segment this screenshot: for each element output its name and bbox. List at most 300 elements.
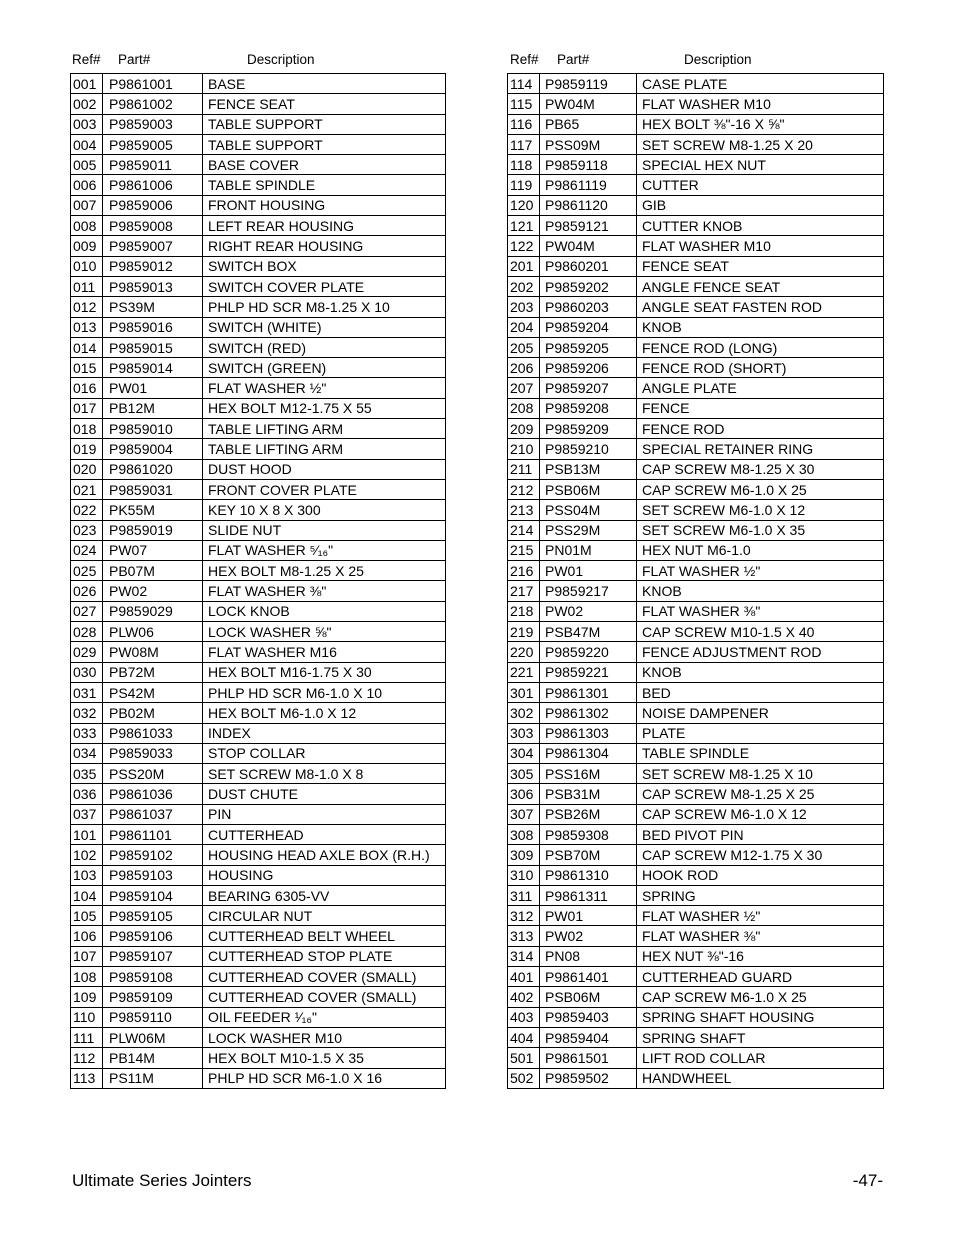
table-row [508, 419, 884, 439]
part-number: PW02 [103, 581, 203, 601]
part-number: P9861001 [103, 74, 203, 94]
ref-number: 036 [71, 784, 103, 804]
ref-number: 021 [71, 479, 103, 499]
part-description: BED PIVOT PIN [637, 824, 884, 844]
ref-number: 106 [71, 926, 103, 946]
ref-number: 111 [71, 1027, 103, 1047]
table-row [71, 662, 446, 682]
part-description: CIRCULAR NUT [203, 906, 446, 926]
part-description: OIL FEEDER ¹⁄₁₆" [203, 1007, 446, 1027]
part-number: PSB70M [540, 845, 637, 865]
table-row [508, 723, 884, 743]
ref-number: 501 [508, 1048, 540, 1068]
part-number: PSB13M [540, 459, 637, 479]
part-description: FLAT WASHER ⅜" [637, 926, 884, 946]
part-description: CUTTERHEAD COVER (SMALL) [203, 987, 446, 1007]
part-description: BEARING 6305-VV [203, 885, 446, 905]
table-row [508, 743, 884, 763]
part-description: FLAT WASHER ⅜" [203, 581, 446, 601]
ref-number: 314 [508, 946, 540, 966]
part-description: HOOK ROD [637, 865, 884, 885]
table-row [508, 276, 884, 296]
table-row [508, 1007, 884, 1027]
part-description: SPRING [637, 885, 884, 905]
table-row [508, 601, 884, 621]
ref-number: 022 [71, 500, 103, 520]
part-number: PSB31M [540, 784, 637, 804]
part-number: P9859029 [103, 601, 203, 621]
part-number: P9861310 [540, 865, 637, 885]
ref-number: 003 [71, 114, 103, 134]
part-number: P9859012 [103, 256, 203, 276]
part-number: P9861501 [540, 1048, 637, 1068]
part-number: P9859010 [103, 419, 203, 439]
ref-number: 204 [508, 317, 540, 337]
part-number: PB07M [103, 561, 203, 581]
part-description: LIFT ROD COLLAR [637, 1048, 884, 1068]
part-description: SPRING SHAFT [637, 1027, 884, 1047]
part-description: DUST HOOD [203, 459, 446, 479]
part-number: PSS16M [540, 764, 637, 784]
table-row [508, 682, 884, 702]
ref-number: 211 [508, 459, 540, 479]
table-row [71, 703, 446, 723]
table-row [71, 195, 446, 215]
part-number: PS11M [103, 1068, 203, 1088]
part-number: P9859209 [540, 419, 637, 439]
ref-number: 214 [508, 520, 540, 540]
ref-number: 119 [508, 175, 540, 195]
part-description: CAP SCREW M12-1.75 X 30 [637, 845, 884, 865]
part-number: P9861311 [540, 885, 637, 905]
part-number: P9859107 [103, 946, 203, 966]
part-number: PW07 [103, 540, 203, 560]
ref-number: 112 [71, 1048, 103, 1068]
part-header: Part# [557, 52, 590, 67]
table-row [71, 256, 446, 276]
table-row [71, 865, 446, 885]
part-description: CAP SCREW M8-1.25 X 30 [637, 459, 884, 479]
part-description: CAP SCREW M6-1.0 X 12 [637, 804, 884, 824]
table-row [71, 114, 446, 134]
part-number: P9859202 [540, 276, 637, 296]
ref-number: 105 [71, 906, 103, 926]
part-description: HEX BOLT M12-1.75 X 55 [203, 398, 446, 418]
part-number: PS39M [103, 297, 203, 317]
part-description: SPECIAL RETAINER RING [637, 439, 884, 459]
part-description: SWITCH (WHITE) [203, 317, 446, 337]
table-row [71, 459, 446, 479]
part-description: NOISE DAMPENER [637, 703, 884, 723]
part-number: P9859003 [103, 114, 203, 134]
ref-number: 018 [71, 419, 103, 439]
table-row [508, 865, 884, 885]
part-number: P9861119 [540, 175, 637, 195]
part-number: P9859006 [103, 195, 203, 215]
ref-header: Ref# [510, 52, 539, 67]
ref-number: 015 [71, 358, 103, 378]
table-row [508, 703, 884, 723]
table-row [71, 134, 446, 154]
ref-number: 304 [508, 743, 540, 763]
part-description: RIGHT REAR HOUSING [203, 236, 446, 256]
ref-number: 030 [71, 662, 103, 682]
part-description: FENCE ROD (SHORT) [637, 358, 884, 378]
part-number: P9859220 [540, 642, 637, 662]
table-row [71, 682, 446, 702]
document-title: Ultimate Series Jointers [72, 1171, 252, 1190]
part-number: P9859404 [540, 1027, 637, 1047]
table-row [508, 358, 884, 378]
ref-number: 305 [508, 764, 540, 784]
part-description: FLAT WASHER ½" [637, 561, 884, 581]
ref-number: 203 [508, 297, 540, 317]
table-row [508, 175, 884, 195]
part-number: PSS04M [540, 500, 637, 520]
part-description: CUTTER [637, 175, 884, 195]
ref-number: 026 [71, 581, 103, 601]
part-description: CAP SCREW M6-1.0 X 25 [637, 479, 884, 499]
table-row [71, 1048, 446, 1068]
part-number: P9861036 [103, 784, 203, 804]
part-description: SET SCREW M8-1.25 X 10 [637, 764, 884, 784]
table-row [508, 906, 884, 926]
part-number: P9859105 [103, 906, 203, 926]
part-number: P9861002 [103, 94, 203, 114]
part-description: FENCE ADJUSTMENT ROD [637, 642, 884, 662]
table-row [508, 236, 884, 256]
ref-number: 120 [508, 195, 540, 215]
part-number: PW01 [540, 906, 637, 926]
table-row [508, 216, 884, 236]
part-number: PSS09M [540, 134, 637, 154]
ref-number: 311 [508, 885, 540, 905]
part-number: PLW06 [103, 622, 203, 642]
part-description: TABLE LIFTING ARM [203, 419, 446, 439]
table-row [508, 662, 884, 682]
part-description: SLIDE NUT [203, 520, 446, 540]
table-row [71, 175, 446, 195]
part-description: CUTTERHEAD BELT WHEEL [203, 926, 446, 946]
table-row [71, 236, 446, 256]
table-row [508, 520, 884, 540]
table-row [71, 743, 446, 763]
table-row [71, 804, 446, 824]
ref-number: 402 [508, 987, 540, 1007]
part-description: HEX NUT M6-1.0 [637, 540, 884, 560]
table-row [508, 967, 884, 987]
ref-number: 107 [71, 946, 103, 966]
ref-number: 312 [508, 906, 540, 926]
ref-number: 032 [71, 703, 103, 723]
part-number: P9859121 [540, 216, 637, 236]
part-number: P9859109 [103, 987, 203, 1007]
ref-number: 109 [71, 987, 103, 1007]
part-number: PLW06M [103, 1027, 203, 1047]
ref-number: 001 [71, 74, 103, 94]
part-number: P9861037 [103, 804, 203, 824]
part-description: GIB [637, 195, 884, 215]
part-description: CAP SCREW M8-1.25 X 25 [637, 784, 884, 804]
table-row [508, 764, 884, 784]
part-description: FLAT WASHER M16 [203, 642, 446, 662]
part-number: P9859108 [103, 967, 203, 987]
ref-number: 002 [71, 94, 103, 114]
table-row [71, 216, 446, 236]
ref-number: 310 [508, 865, 540, 885]
part-number: P9859308 [540, 824, 637, 844]
table-row [71, 297, 446, 317]
ref-header: Ref# [72, 52, 101, 67]
ref-number: 212 [508, 479, 540, 499]
part-description: FLAT WASHER ⅜" [637, 601, 884, 621]
table-row [71, 622, 446, 642]
ref-number: 017 [71, 398, 103, 418]
part-description: BED [637, 682, 884, 702]
part-description: HEX BOLT ⅜"-16 X ⅝" [637, 114, 884, 134]
ref-number: 113 [71, 1068, 103, 1088]
part-number: P9861401 [540, 967, 637, 987]
ref-number: 035 [71, 764, 103, 784]
part-number: PW01 [540, 561, 637, 581]
table-row [71, 419, 446, 439]
table-row [508, 987, 884, 1007]
ref-number: 117 [508, 134, 540, 154]
part-number: P9859004 [103, 439, 203, 459]
part-number: P9859102 [103, 845, 203, 865]
part-number: PSS29M [540, 520, 637, 540]
table-row [508, 622, 884, 642]
part-number: P9859118 [540, 155, 637, 175]
table-row [71, 500, 446, 520]
part-number: PB12M [103, 398, 203, 418]
part-number: P9859008 [103, 216, 203, 236]
part-number: PB65 [540, 114, 637, 134]
ref-number: 029 [71, 642, 103, 662]
table-row [508, 926, 884, 946]
part-description: KEY 10 X 8 X 300 [203, 500, 446, 520]
part-description: CUTTERHEAD COVER (SMALL) [203, 967, 446, 987]
table-row [508, 114, 884, 134]
ref-number: 116 [508, 114, 540, 134]
part-number: P9859005 [103, 134, 203, 154]
ref-number: 034 [71, 743, 103, 763]
ref-number: 121 [508, 216, 540, 236]
table-row [508, 337, 884, 357]
table-row [71, 337, 446, 357]
ref-number: 308 [508, 824, 540, 844]
part-number: P9860203 [540, 297, 637, 317]
ref-number: 301 [508, 682, 540, 702]
part-number: P9859207 [540, 378, 637, 398]
part-number: P9859016 [103, 317, 203, 337]
part-number: PW04M [540, 236, 637, 256]
part-number: PSB06M [540, 479, 637, 499]
table-row [508, 297, 884, 317]
part-number: P9859019 [103, 520, 203, 540]
ref-number: 033 [71, 723, 103, 743]
table-row [508, 378, 884, 398]
table-row [508, 256, 884, 276]
part-number: PSB06M [540, 987, 637, 1007]
part-description: CUTTER KNOB [637, 216, 884, 236]
column-header [507, 52, 884, 73]
column-header [70, 52, 446, 73]
table-row [71, 885, 446, 905]
part-description: ANGLE FENCE SEAT [637, 276, 884, 296]
part-number: P9861006 [103, 175, 203, 195]
part-description: SPRING SHAFT HOUSING [637, 1007, 884, 1027]
part-description: PHLP HD SCR M6-1.0 X 10 [203, 682, 446, 702]
table-row [71, 540, 446, 560]
table-row [71, 642, 446, 662]
part-description: LEFT REAR HOUSING [203, 216, 446, 236]
table-row [508, 824, 884, 844]
part-number: PW04M [540, 94, 637, 114]
table-row [71, 784, 446, 804]
part-description: HEX BOLT M10-1.5 X 35 [203, 1048, 446, 1068]
ref-number: 007 [71, 195, 103, 215]
part-description: INDEX [203, 723, 446, 743]
table-row [508, 845, 884, 865]
ref-number: 009 [71, 236, 103, 256]
ref-number: 207 [508, 378, 540, 398]
part-header: Part# [118, 52, 151, 67]
part-description: FRONT HOUSING [203, 195, 446, 215]
part-description: CUTTERHEAD [203, 824, 446, 844]
part-description: SET SCREW M8-1.25 X 20 [637, 134, 884, 154]
part-description: TABLE SPINDLE [637, 743, 884, 763]
ref-number: 031 [71, 682, 103, 702]
table-row [71, 581, 446, 601]
part-description: FLAT WASHER ⁵⁄₁₆" [203, 540, 446, 560]
table-row [508, 804, 884, 824]
ref-number: 004 [71, 134, 103, 154]
ref-number: 122 [508, 236, 540, 256]
ref-number: 502 [508, 1068, 540, 1088]
part-description: PHLP HD SCR M8-1.25 X 10 [203, 297, 446, 317]
table-row [508, 642, 884, 662]
ref-number: 118 [508, 155, 540, 175]
table-row [508, 459, 884, 479]
parts-column-right [507, 52, 884, 1089]
table-row [71, 398, 446, 418]
table-row [508, 1048, 884, 1068]
table-row [508, 784, 884, 804]
part-number: P9859119 [540, 74, 637, 94]
part-description: SET SCREW M8-1.0 X 8 [203, 764, 446, 784]
part-description: SWITCH (RED) [203, 337, 446, 357]
part-number: P9859217 [540, 581, 637, 601]
part-description: FLAT WASHER ½" [637, 906, 884, 926]
table-row [71, 764, 446, 784]
part-description: DUST CHUTE [203, 784, 446, 804]
table-row [71, 520, 446, 540]
part-number: P9861301 [540, 682, 637, 702]
part-number: PSB47M [540, 622, 637, 642]
ref-number: 313 [508, 926, 540, 946]
table-row [71, 987, 446, 1007]
part-description: TABLE SUPPORT [203, 114, 446, 134]
part-number: P9859210 [540, 439, 637, 459]
ref-number: 005 [71, 155, 103, 175]
ref-number: 209 [508, 419, 540, 439]
ref-number: 104 [71, 885, 103, 905]
table-row [71, 358, 446, 378]
part-description: HEX BOLT M8-1.25 X 25 [203, 561, 446, 581]
part-number: P9859208 [540, 398, 637, 418]
ref-number: 024 [71, 540, 103, 560]
ref-number: 013 [71, 317, 103, 337]
ref-number: 008 [71, 216, 103, 236]
part-number: P9861120 [540, 195, 637, 215]
part-number: PS42M [103, 682, 203, 702]
ref-number: 215 [508, 540, 540, 560]
table-row [71, 1007, 446, 1027]
ref-number: 208 [508, 398, 540, 418]
part-number: PB72M [103, 662, 203, 682]
ref-number: 101 [71, 824, 103, 844]
part-number: P9859106 [103, 926, 203, 946]
table-row [71, 824, 446, 844]
part-description: LOCK WASHER M10 [203, 1027, 446, 1047]
part-description: BASE COVER [203, 155, 446, 175]
ref-number: 303 [508, 723, 540, 743]
table-row [71, 94, 446, 114]
part-number: PN01M [540, 540, 637, 560]
ref-number: 401 [508, 967, 540, 987]
part-description: FENCE [637, 398, 884, 418]
table-row [71, 439, 446, 459]
table-row [71, 378, 446, 398]
ref-number: 202 [508, 276, 540, 296]
ref-number: 102 [71, 845, 103, 865]
part-description: SET SCREW M6-1.0 X 12 [637, 500, 884, 520]
part-description: FRONT COVER PLATE [203, 479, 446, 499]
ref-number: 103 [71, 865, 103, 885]
part-description: LOCK WASHER ⅝" [203, 622, 446, 642]
ref-number: 016 [71, 378, 103, 398]
part-description: FLAT WASHER M10 [637, 94, 884, 114]
part-description: FENCE ROD (LONG) [637, 337, 884, 357]
table-row [508, 479, 884, 499]
part-number: P9861020 [103, 459, 203, 479]
table-row [508, 1068, 884, 1088]
ref-number: 206 [508, 358, 540, 378]
part-number: P9859204 [540, 317, 637, 337]
part-description: KNOB [637, 662, 884, 682]
part-number: PN08 [540, 946, 637, 966]
part-number: P9859007 [103, 236, 203, 256]
part-number: P9859104 [103, 885, 203, 905]
table-row [71, 845, 446, 865]
part-description: LOCK KNOB [203, 601, 446, 621]
ref-number: 006 [71, 175, 103, 195]
part-description: KNOB [637, 581, 884, 601]
ref-number: 404 [508, 1027, 540, 1047]
table-row [71, 1027, 446, 1047]
part-description: FENCE SEAT [203, 94, 446, 114]
table-row [508, 1027, 884, 1047]
ref-number: 309 [508, 845, 540, 865]
part-number: P9859110 [103, 1007, 203, 1027]
description-header: Description [684, 52, 752, 67]
table-row [508, 398, 884, 418]
ref-number: 217 [508, 581, 540, 601]
ref-number: 114 [508, 74, 540, 94]
part-number: P9861033 [103, 723, 203, 743]
ref-number: 218 [508, 601, 540, 621]
